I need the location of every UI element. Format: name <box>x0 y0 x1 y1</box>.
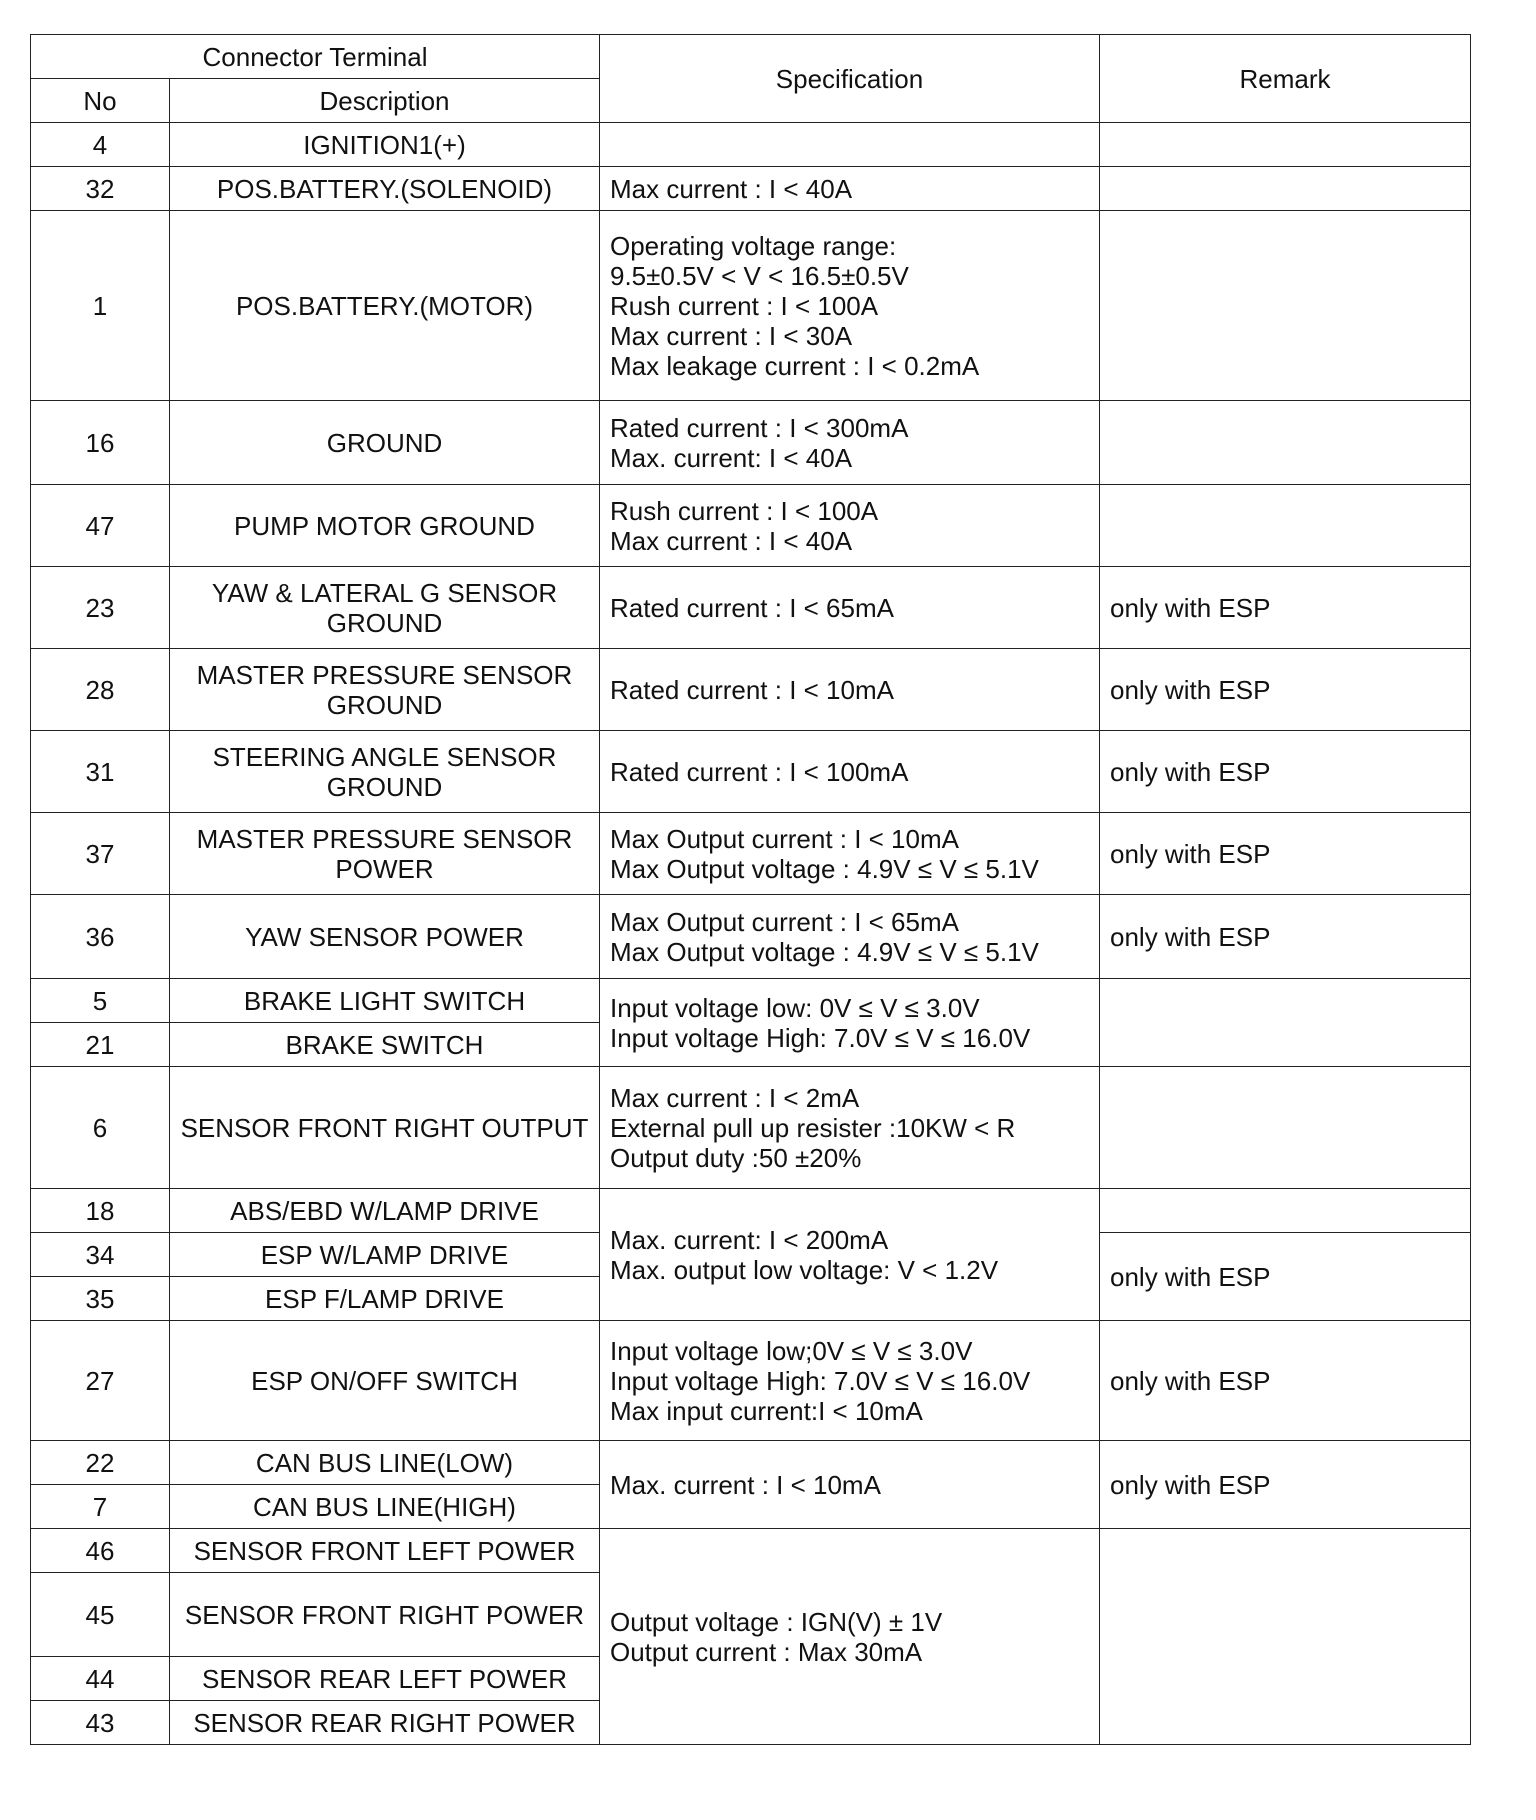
specification-cell: Max Output current : I < 10mA Max Output voltage : 4.9V ≤ V ≤ 5.1V <box>600 813 1100 895</box>
specification-cell: Max current : I < 2mA External pull up resister :10KW < R Output duty :50 ±20% <box>600 1067 1100 1189</box>
terminal-no: 4 <box>31 123 170 167</box>
remark-cell: only with ESP <box>1100 1233 1471 1321</box>
terminal-description: STEERING ANGLE SENSOR GROUND <box>170 731 600 813</box>
specification-cell: Rush current : I < 100A Max current : I < 40A <box>600 485 1100 567</box>
table-row <box>31 1441 1471 1485</box>
terminal-description: CAN BUS LINE(LOW) <box>170 1441 600 1485</box>
table-row <box>31 1529 1471 1573</box>
terminal-description: POS.BATTERY.(MOTOR) <box>170 211 600 401</box>
remark-cell: only with ESP <box>1100 895 1471 979</box>
remark-cell <box>1100 1529 1471 1745</box>
table-row <box>31 979 1471 1023</box>
specification-cell: Max. current: I < 200mA Max. output low voltage: V < 1.2V <box>600 1189 1100 1321</box>
terminal-no: 21 <box>31 1023 170 1067</box>
specification-cell: Rated current : I < 100mA <box>600 731 1100 813</box>
terminal-no: 46 <box>31 1529 170 1573</box>
terminal-no: 35 <box>31 1277 170 1321</box>
terminal-description: SENSOR REAR RIGHT POWER <box>170 1701 600 1745</box>
terminal-no: 36 <box>31 895 170 979</box>
terminal-no: 23 <box>31 567 170 649</box>
specification-cell: Rated current : I < 65mA <box>600 567 1100 649</box>
terminal-no: 6 <box>31 1067 170 1189</box>
table-row <box>31 211 1471 401</box>
terminal-description: SENSOR FRONT RIGHT POWER <box>170 1573 600 1657</box>
table-row <box>31 401 1471 485</box>
table-row <box>31 1189 1471 1233</box>
specification-cell <box>600 123 1100 167</box>
description-header: Description <box>170 79 600 123</box>
remark-cell <box>1100 123 1471 167</box>
table-row <box>31 649 1471 731</box>
terminal-description: BRAKE SWITCH <box>170 1023 600 1067</box>
table-row <box>31 1067 1471 1189</box>
terminal-description: ABS/EBD W/LAMP DRIVE <box>170 1189 600 1233</box>
terminal-no: 45 <box>31 1573 170 1657</box>
terminal-no: 18 <box>31 1189 170 1233</box>
terminal-description: ESP W/LAMP DRIVE <box>170 1233 600 1277</box>
table-row <box>31 567 1471 649</box>
remark-cell: only with ESP <box>1100 813 1471 895</box>
terminal-description: SENSOR REAR LEFT POWER <box>170 1657 600 1701</box>
remark-cell <box>1100 167 1471 211</box>
terminal-description: GROUND <box>170 401 600 485</box>
remark-cell: only with ESP <box>1100 731 1471 813</box>
terminal-no: 27 <box>31 1321 170 1441</box>
terminal-no: 37 <box>31 813 170 895</box>
terminal-no: 28 <box>31 649 170 731</box>
terminal-description: YAW SENSOR POWER <box>170 895 600 979</box>
terminal-no: 34 <box>31 1233 170 1277</box>
terminal-description: ESP F/LAMP DRIVE <box>170 1277 600 1321</box>
specification-header: Specification <box>600 35 1100 123</box>
terminal-description: YAW & LATERAL G SENSOR GROUND <box>170 567 600 649</box>
remark-header: Remark <box>1100 35 1471 123</box>
terminal-no: 31 <box>31 731 170 813</box>
connector-terminal-header: Connector Terminal <box>31 35 600 79</box>
terminal-no: 16 <box>31 401 170 485</box>
remark-cell <box>1100 211 1471 401</box>
remark-cell <box>1100 1189 1471 1233</box>
terminal-description: MASTER PRESSURE SENSOR GROUND <box>170 649 600 731</box>
table-row <box>31 731 1471 813</box>
terminal-no: 32 <box>31 167 170 211</box>
terminal-no: 7 <box>31 1485 170 1529</box>
table-row <box>31 1321 1471 1441</box>
terminal-description: BRAKE LIGHT SWITCH <box>170 979 600 1023</box>
remark-cell: only with ESP <box>1100 649 1471 731</box>
specification-cell: Max current : I < 40A <box>600 167 1100 211</box>
remark-cell: only with ESP <box>1100 1441 1471 1529</box>
table-row <box>31 813 1471 895</box>
remark-cell: only with ESP <box>1100 567 1471 649</box>
specification-cell: Operating voltage range: 9.5±0.5V < V < 16.5±0.5V Rush current : I < 100A Max current : I < 30A Max leakage current : I < 0.2mA <box>600 211 1100 401</box>
terminal-description: MASTER PRESSURE SENSOR POWER <box>170 813 600 895</box>
terminal-no: 5 <box>31 979 170 1023</box>
specification-cell: Rated current : I < 300mA Max. current: I < 40A <box>600 401 1100 485</box>
remark-cell <box>1100 401 1471 485</box>
specification-cell: Input voltage low: 0V ≤ V ≤ 3.0V Input voltage High: 7.0V ≤ V ≤ 16.0V <box>600 979 1100 1067</box>
terminal-no: 44 <box>31 1657 170 1701</box>
specification-cell: Input voltage low;0V ≤ V ≤ 3.0V Input voltage High: 7.0V ≤ V ≤ 16.0V Max input current:I < 10mA <box>600 1321 1100 1441</box>
terminal-no: 22 <box>31 1441 170 1485</box>
remark-cell <box>1100 979 1471 1067</box>
specification-cell: Rated current : I < 10mA <box>600 649 1100 731</box>
terminal-no: 43 <box>31 1701 170 1745</box>
table-row <box>31 167 1471 211</box>
terminal-no: 47 <box>31 485 170 567</box>
terminal-description: PUMP MOTOR GROUND <box>170 485 600 567</box>
terminal-description: IGNITION1(+) <box>170 123 600 167</box>
terminal-description: SENSOR FRONT RIGHT OUTPUT <box>170 1067 600 1189</box>
table-row <box>31 895 1471 979</box>
table-row <box>31 485 1471 567</box>
specification-cell: Max Output current : I < 65mA Max Output voltage : 4.9V ≤ V ≤ 5.1V <box>600 895 1100 979</box>
terminal-no: 1 <box>31 211 170 401</box>
specification-cell: Output voltage : IGN(V) ± 1V Output current : Max 30mA <box>600 1529 1100 1745</box>
remark-cell <box>1100 485 1471 567</box>
terminal-description: POS.BATTERY.(SOLENOID) <box>170 167 600 211</box>
connector-spec-table <box>30 34 1471 1745</box>
remark-cell <box>1100 1067 1471 1189</box>
remark-cell: only with ESP <box>1100 1321 1471 1441</box>
specification-cell: Max. current : I < 10mA <box>600 1441 1100 1529</box>
terminal-description: ESP ON/OFF SWITCH <box>170 1321 600 1441</box>
terminal-description: CAN BUS LINE(HIGH) <box>170 1485 600 1529</box>
no-header: No <box>31 79 170 123</box>
terminal-description: SENSOR FRONT LEFT POWER <box>170 1529 600 1573</box>
table-row <box>31 123 1471 167</box>
